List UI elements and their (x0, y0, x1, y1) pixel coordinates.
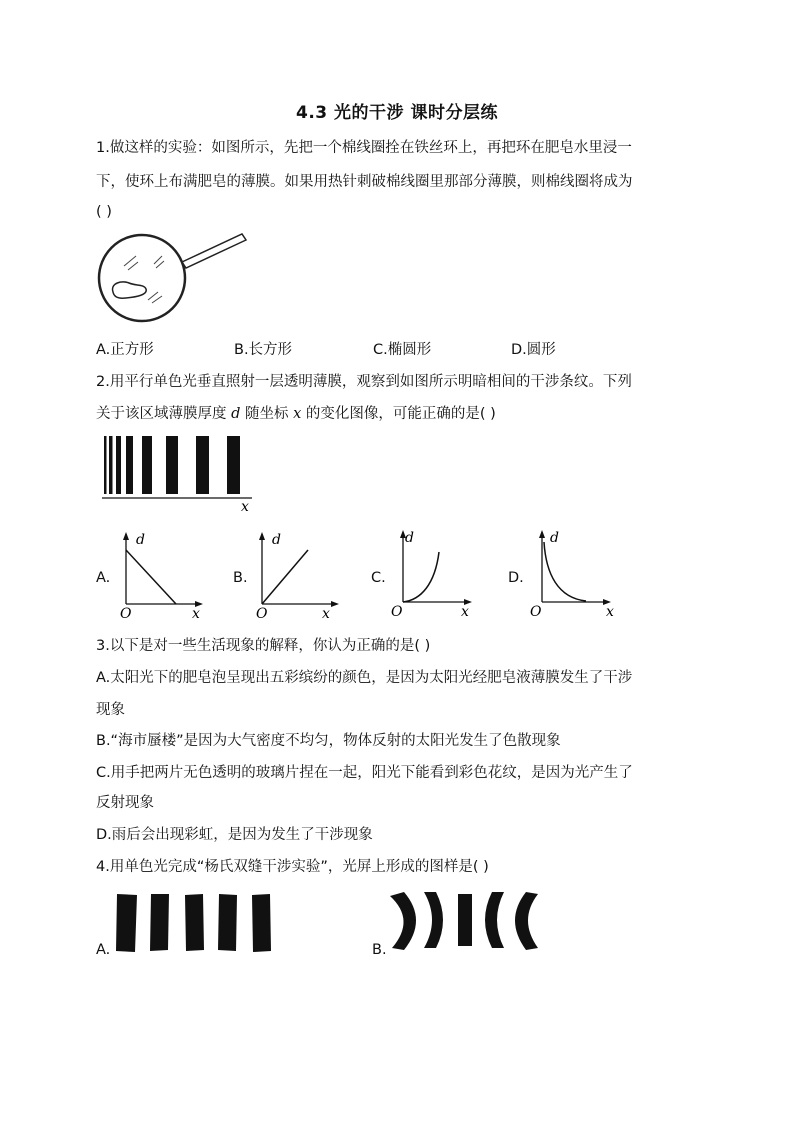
q2-curve-c (403, 552, 439, 602)
interference-fringes-figure (100, 432, 260, 514)
fringe-5 (142, 436, 152, 494)
arc-4 (485, 892, 504, 948)
q2-graph-c (391, 528, 487, 620)
fringe-axis-label: x (241, 499, 249, 515)
stripe-2 (150, 894, 169, 951)
fringe-4 (126, 436, 133, 494)
q3-option-c-line2[interactable]: 反射现象 (96, 795, 154, 811)
q2-c-x-label: x (461, 604, 469, 620)
q2-graph-d (530, 528, 626, 620)
q2-option-d-label[interactable]: D. (508, 570, 524, 586)
q2-graph-b (250, 530, 346, 622)
q2-d-origin: O (530, 604, 542, 620)
q3-option-b[interactable]: B.“海市蜃楼”是因为大气密度不均匀，物体反射的太阳光发生了色散现象 (96, 733, 561, 749)
q3-option-a-line2[interactable]: 现象 (96, 702, 125, 718)
arc-1 (390, 892, 416, 950)
q2-option-c-label[interactable]: C. (371, 570, 386, 586)
q4-pattern-a (115, 892, 275, 954)
q2-c-y-label: d (405, 530, 414, 546)
q1-option-a[interactable]: A.正方形 (96, 342, 154, 358)
q3-stem: 3.以下是对一些生活现象的解释，你认为正确的是( ) (96, 638, 431, 654)
q2-a-x-label: x (192, 606, 200, 622)
q2-b-origin: O (256, 606, 268, 622)
q3-option-d[interactable]: D.雨后会出现彩虹，是因为发生了干涉现象 (96, 827, 373, 843)
q2-graph-a (114, 530, 210, 622)
q2-a-origin: O (120, 606, 132, 622)
q3-option-c-line1[interactable]: C.用手把两片无色透明的玻璃片捏在一起，阳光下能看到彩色花纹，是因为光产生了 (96, 765, 633, 781)
wire-handle (182, 234, 246, 268)
q1-option-c[interactable]: C.椭圆形 (373, 342, 432, 358)
q1-stem-line3: ( ) (96, 204, 112, 220)
q4-stem: 4.用单色光完成“杨氏双缝干涉实验”，光屏上形成的图样是( ) (96, 859, 489, 875)
stripe-5 (252, 894, 271, 952)
q2-curve-a (126, 550, 176, 604)
q2-d-x-label: x (606, 604, 614, 620)
q2-b-y-label: d (272, 532, 281, 548)
arc-5 (515, 892, 538, 950)
q4-pattern-b (388, 890, 548, 952)
page-title: 4.3 光的干涉 课时分层练 (296, 103, 498, 123)
q1-option-d[interactable]: D.圆形 (511, 342, 556, 358)
q2-stem-line2: 关于该区域薄膜厚度 d 随坐标 x 的变化图像，可能正确的是( ) (96, 406, 496, 422)
fringe-1 (104, 436, 107, 494)
q3-option-a-line1[interactable]: A.太阳光下的肥皂泡呈现出五彩缤纷的颜色，是因为太阳光经肥皂液薄膜发生了干涉 (96, 670, 633, 686)
stripe-1 (116, 894, 137, 952)
arc-2 (424, 892, 443, 948)
fringe-2 (109, 436, 113, 494)
stripe-4 (218, 894, 237, 951)
q2-curve-d (544, 542, 586, 601)
stripe-3 (185, 894, 204, 951)
arc-3 (458, 894, 472, 946)
q2-b-x-label: x (322, 606, 330, 622)
q1-stem-line2: 下，使环上布满肥皂的薄膜。如果用热针刺破棉线圈里那部分薄膜，则棉线圈将成为 (96, 174, 633, 190)
fringe-8 (227, 436, 240, 494)
q2-option-b-label[interactable]: B. (233, 570, 248, 586)
q1-stem-line1: 1.做这样的实验：如图所示，先把一个棉线圈拴在铁丝环上，再把环在肥皂水里浸一 (96, 140, 632, 156)
soap-film-ring-figure (96, 226, 256, 322)
q2-a-y-label: d (136, 532, 145, 548)
q4-option-a-label[interactable]: A. (96, 942, 111, 958)
q1-option-b[interactable]: B.长方形 (234, 342, 293, 358)
q2-option-a-label[interactable]: A. (96, 570, 111, 586)
q2-curve-b (262, 550, 308, 604)
fringe-6 (166, 436, 178, 494)
fringe-7 (196, 436, 209, 494)
q2-c-origin: O (391, 604, 403, 620)
wire-ring (99, 235, 185, 321)
q2-stem-line1: 2.用平行单色光垂直照射一层透明薄膜，观察到如图所示明暗相间的干涉条纹。下列 (96, 374, 632, 390)
q4-option-b-label[interactable]: B. (372, 942, 387, 958)
fringe-3 (116, 436, 121, 494)
q2-d-y-label: d (550, 530, 559, 546)
